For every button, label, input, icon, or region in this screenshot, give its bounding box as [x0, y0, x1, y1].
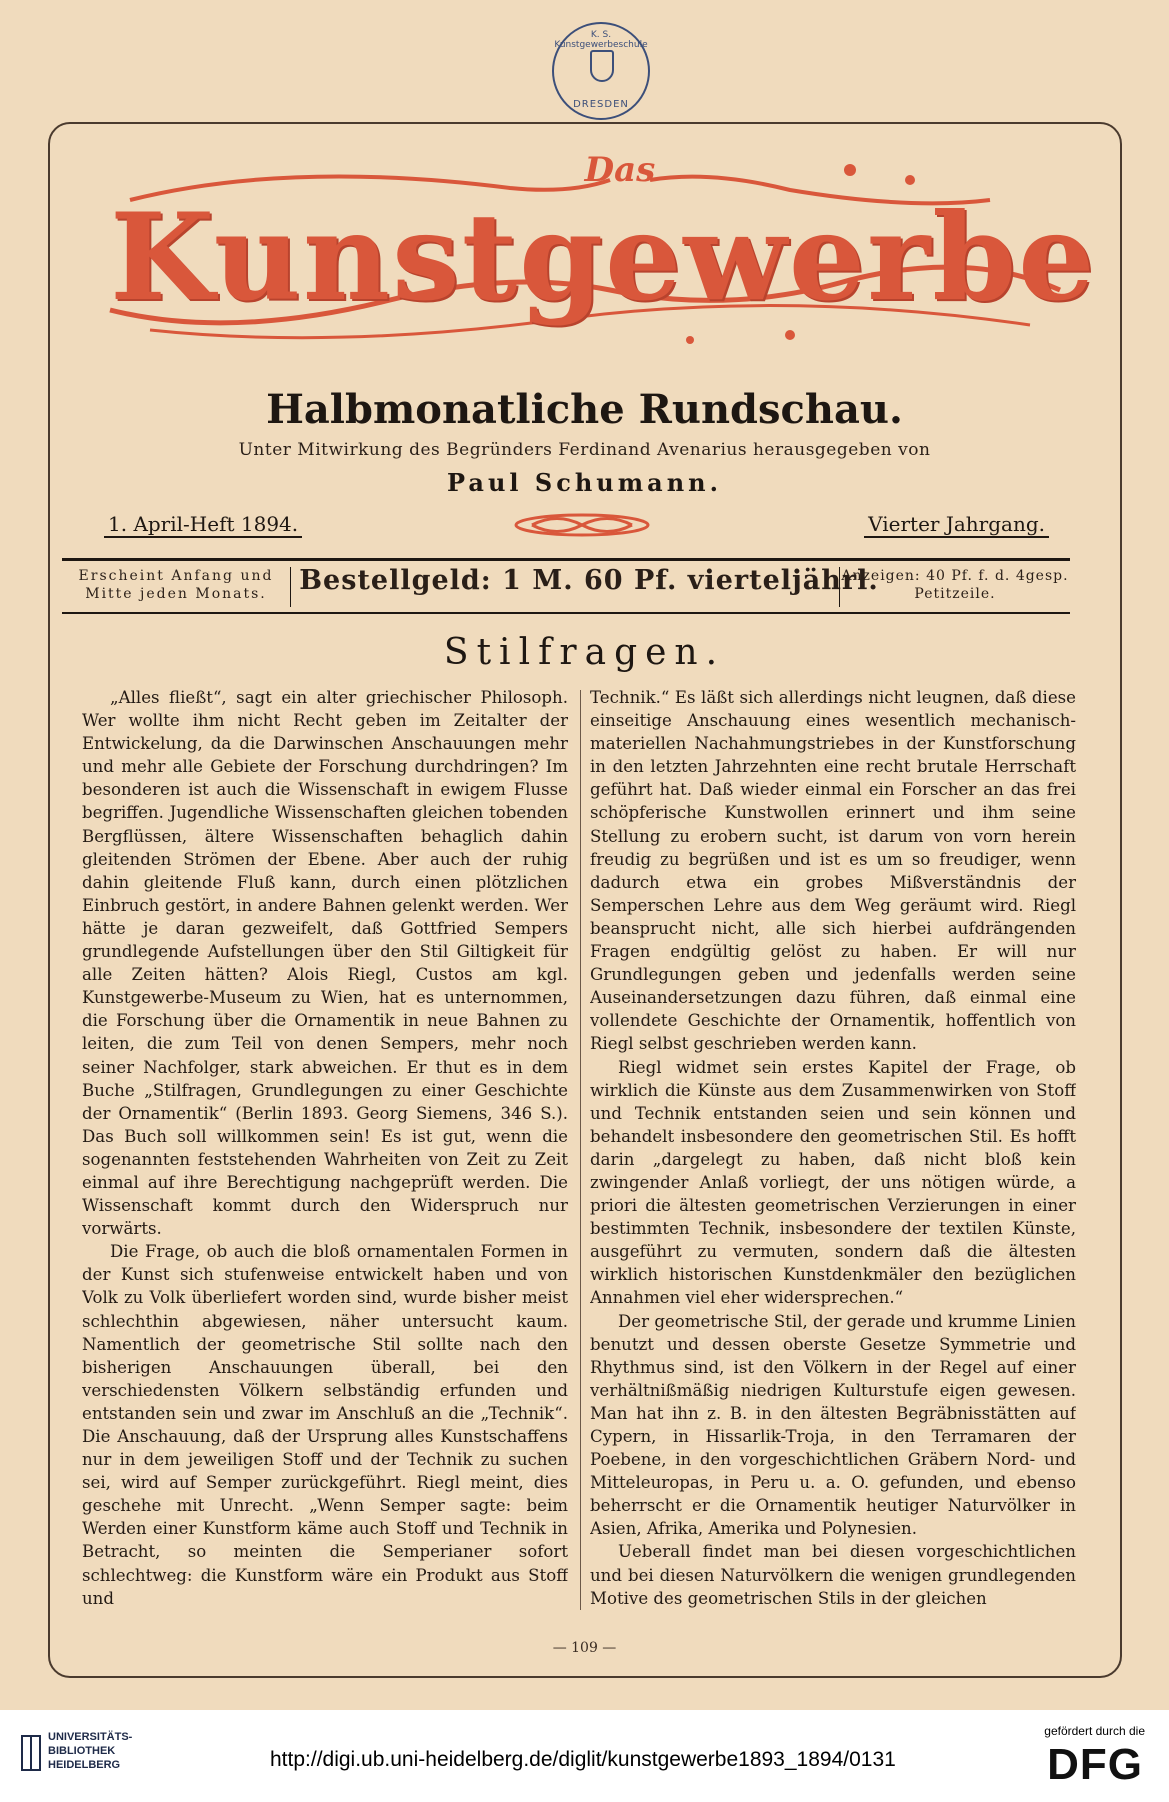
- stamp-top-text: K. S. Kunstgewerbeschule: [554, 30, 648, 50]
- shield-icon: [590, 50, 614, 82]
- contributors-line: Unter Mitwirkung des Begründers Ferdinand Avenarius herausgegeben von: [238, 440, 931, 460]
- paragraph: Ueberall findet man bei diesen vorgeschichtlichen und bei diesen Naturvölkern die wenigen grundlegenden Motive des geometrischen Stils in der gleichen: [590, 1542, 1076, 1608]
- paragraph: Die Frage, ob auch die bloß ornamentalen Formen in der Kunst sich stufenweise entwickelt haben und von Volk zu Volk überliefert worden sind, wurde bisher meist schlechthin abgewiesen, näher untersucht kaum. Namentlich der geometrische Stil sollte nach den bisherigen Anschauungen überall, bei den verschiedensten Völkern selbständig erfunden und entstanden sein und zwar im Anschluß an die „Technik“. Die Anschauung, daß der Ursprung alles Kunstschaffens nur in dem jeweiligen Stoff und der Technik zu suchen sei, wird auf Semper zurückgeführt. Riegl meint, dies geschehe mit Unrecht. „Wenn Semper sagte: beim Werden einer Kunstform käme auch Stoff und Technik in Betracht, so meinten die Semperianer sofort schlechtweg: die Kunstform wäre ein Produkt aus Stoff und: [82, 1242, 568, 1608]
- column-divider: [580, 690, 581, 1610]
- stamp-bottom-text: DRESDEN: [573, 99, 629, 110]
- subtitle: Halbmonatliche Rundschau.: [266, 386, 903, 433]
- advert-price: Anzeigen: 40 Pf. f. d. 4gesp. Petitzeile.: [839, 567, 1070, 607]
- paragraph: Riegl widmet sein erstes Kapitel der Frage, ob wirklich die Künste aus dem Zusammenwirken von Stoff und Technik entstanden seien und sein können und behandelt insbesondere den geometrischen Stil. Es hofft darin „dargelegt zu haben, daß nicht bloß kein zwingender Anlaß vorliegt, der uns nötigen würde, a priori die ältesten geometrischen Verzierungen in einer bestimmten Technik, insbesondere der textilen Künste, ausgeführt zu vermuten, sondern daß die ältesten wirklich historischen Kunstdenkmäler den bezüglichen Annahmen viel eher widersprechen.“: [590, 1057, 1076, 1308]
- article-title: Stilfragen.: [443, 632, 726, 673]
- subscription-price: Bestellgeld: 1 M. 60 Pf. vierteljährl.: [299, 565, 879, 596]
- masthead-das: Das: [584, 150, 656, 190]
- masthead-title: Kunstgewerbe: [110, 187, 1097, 328]
- page-number: — 109 —: [552, 1640, 617, 1656]
- volume-label: Vierter Jahrgang.: [864, 512, 1049, 538]
- publication-schedule: Erscheint Anfang und Mitte jeden Monats.: [62, 567, 291, 607]
- funding-label: gefördert durch die: [1044, 1724, 1145, 1738]
- permalink[interactable]: http://digi.ub.uni-heidelberg.de/diglit/kunstgewerbe1893_1894/0131: [270, 1748, 896, 1771]
- subscription-bar: [62, 558, 1070, 614]
- ornament-icon: [502, 510, 662, 540]
- viewer-footer: [0, 1710, 1169, 1802]
- paragraph: Technik.“ Es läßt sich allerdings nicht leugnen, daß diese einseitige Anschauung eines wesentlich mechanisch-materiellen Nachahmungstriebes in der Kunstforschung in den letzten Jahrzehnten eine recht brutale Herrschaft geführt hat. Daß wieder einmal ein Forscher an das frei schöpferische Kunstwollen erinnert und ihm seine Stellung zu erobern sucht, ist darum von vorn herein freudig zu begrüßen und ist es um so freudiger, wenn dadurch etwa ein grobes Mißverständnis der Semperschen Lehre aus dem Weg geräumt wird. Riegl beansprucht nicht, alle sich hierbei aufdrängenden Fragen endgültig gelöst zu haben. Er will nur Grundlegungen geben und jedenfalls werden seine Auseinandersetzungen dazu führen, daß einmal eine vollendete Geschichte der Ornamentik, hoffentlich von Riegl selbst geschrieben werden kann.: [590, 688, 1076, 1054]
- paragraph: „Alles fließt“, sagt ein alter griechischer Philosoph. Wer wollte ihm nicht Recht geben im Zeitalter der Entwickelung, da die Darwinschen Anschauungen mehr und mehr alle Gebiete der Forschung durchdringen? Im besonderen ist auch die Wissenschaft in ewigem Flusse begriffen. Jugendliche Wissenschaften gleichen tobenden Bergflüssen, ältere Wissenschaften behaglich dahin gleitenden Strömen der Ebene. Aber auch der ruhig dahin gleitende Fluß kann, durch einen plötzlichen Einbruch gestört, in andere Bahnen gelenkt werden. Wer hätte je daran gezweifelt, daß Gottfried Sempers grundlegende Aufstellungen über den Stil Giltigkeit für alle Zeiten hätten? Alois Riegl, Custos am kgl. Kunstgewerbe-Museum zu Wien, hat es unternommen, die Forschung über die Ornamentik in neue Bahnen zu leiten, die zum Teil von denen Sempers, mehr noch seiner Nachfolger, stark abweichen. Er thut es in dem Buche „Stilfragen, Grundlegungen zu einer Geschichte der Ornamentik“ (Berlin 1893. Georg Siemens, 346 S.). Das Buch soll willkommen sein! Es ist gut, wenn die sogenannten feststehenden Wahrheiten von Zeit zu Zeit einmal auf ihre Berechtigung nachgeprüft werden. Die Wissenschaft kommt durch den Widerspruch nur vorwärts.: [82, 688, 568, 1239]
- article-column-left: [82, 686, 568, 1622]
- issue-date: 1. April-Heft 1894.: [104, 512, 302, 538]
- masthead: [90, 140, 1097, 350]
- dfg-logo: DFG: [1047, 1740, 1143, 1789]
- library-name: UNIVERSITÄTS- BIBLIOTHEK HEIDELBERG: [48, 1731, 133, 1771]
- article-column-right: [590, 686, 1076, 1622]
- library-stamp: [552, 22, 650, 120]
- paragraph: Der geometrische Stil, der gerade und krumme Linien benutzt und dessen oberste Gesetze Symmetrie und Rhythmus sind, ist den Völkern in der Regel auf einer verhältnißmäßig niedrigen Kulturstufe eigen gewesen. Man hat ihn z. B. in den ältesten Begräbnisstätten auf Cypern, in Hissarlik-Troja, in den Terramaren der Poebene, in den vorgeschichtlichen Gräbern Nord- und Mitteleuropas, in Peru u. a. O. gefunden, und ebenso beherrscht er die Ornamentik heutiger Naturvölker in Asien, Afrika, Amerika und Polynesien.: [590, 1311, 1076, 1539]
- editor-name: Paul Schumann.: [447, 468, 722, 497]
